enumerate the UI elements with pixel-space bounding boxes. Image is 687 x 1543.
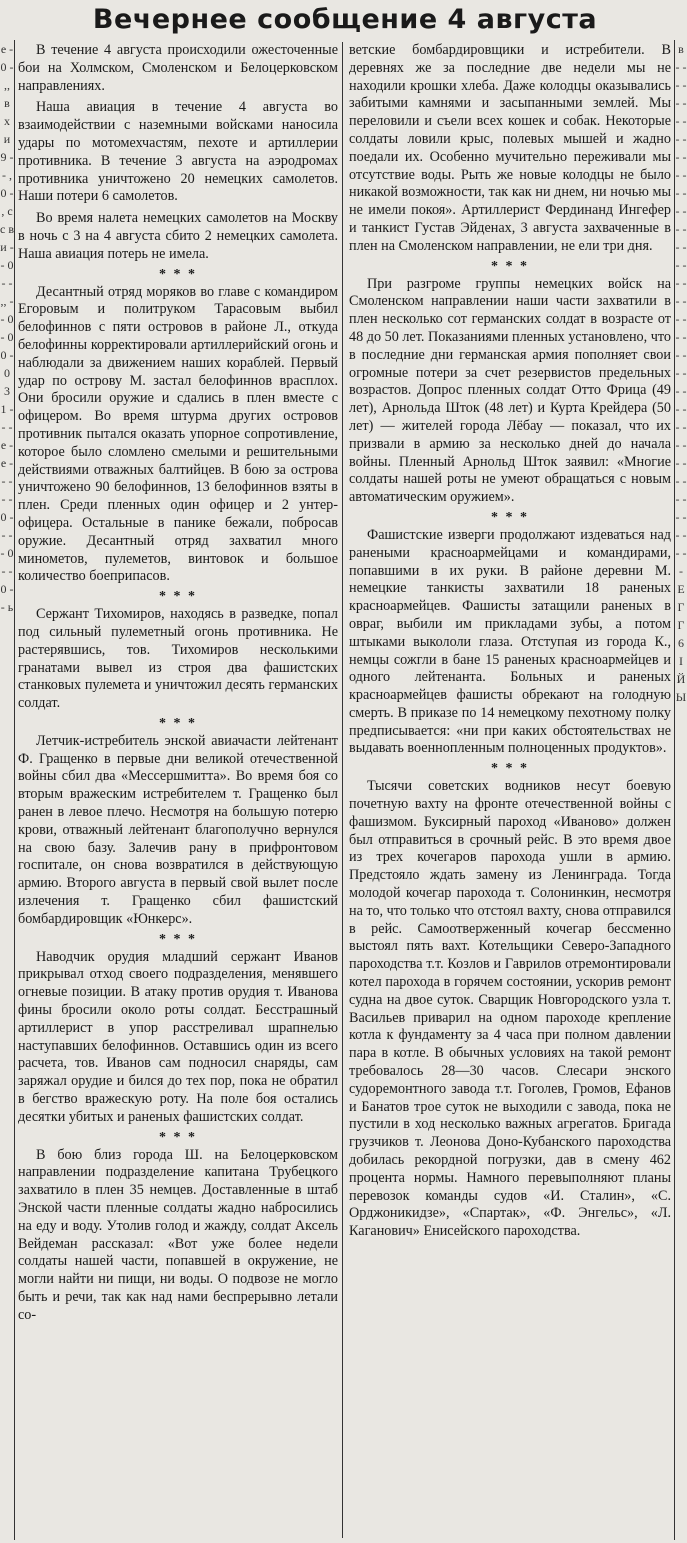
paragraph-naval-landing: Десантный отряд моряков во главе с командиром Егоровым и политруком Тарасовым выбил белофиннов с пяти островов в районе Л., откуда белофинны корректировали артиллерийский огонь и наблюдали за движением наших кораблей. Первый удар по острову М. застал белофиннов врасплох. Они бросили оружие и сдались в плен вместе с офицером. Во время штурма других островов противник пытался оказать упорное сопротивление, которое было сломлено смелыми и решительными действиями отважных балтийцев. В бою за острова уничтожено 90 белофиннов, 13 белофиннов взяты в плен. Среди пленных один офицер и 2 унтер-офицера. Остальные в панике бежали, побросав оружие. Десантный отряд захватил много минометов, пулеметов, винтовок и большое количество боеприпасов. — [18, 283, 338, 585]
section-separator: * * * — [491, 509, 529, 525]
left-column — [18, 42, 338, 1538]
paragraph-reservists: При разгроме группы немецких войск на Смоленском направлении наши части захватили в плен несколько сот германских солдат в возрасте от 48 до 50 лет. Показаниями пленных установлено, что в последние дни германская армия пополняет свои огромные потери за счет резервистов предельных возрастов. Допрос пленных солдат Отто Фрица (49 лет), Арнольда Шток (48 лет) и Курта Крейдера (50 лет) — жителей города Лёбау — показал, что их призвали в армию за несколько дней до начала войны. Пленный Арнольд Шток заявил: «Многие солдаты нашей роты не умеют обращаться с новым автоматическим оружием». — [349, 275, 671, 506]
paragraph-tikhomirov: Сержант Тихомиров, находясь в разведке, попал под сильный пулеметный огонь противника. Не растерявшись, тов. Тихомиров несколькими гранатами вывел из строя два фашистских станковых пулемета и уничтожил десять германских солдат. — [18, 606, 338, 712]
column-divider — [342, 42, 343, 1538]
paragraph-water-workers: Тысячи советских водников несут боевую почетную вахту на фронте отечественной войны с фашизмом. Буксирный пароход «Иваново» должен был отправиться в срочный рейс. В это время двое из трех кочегаров парохода ушли в армию. Предстояло ждать замену из Ленинграда. Тогда молодой кочегар парохода т. Солонинкин, несмотря на то, что только что отстоял вахту, снова отправился в рейс. Самоотверженный кочегар бессменно выстоял пять вахт. Котельщики Северо-Западного пароходства т.т. Козлов и Гаврилов отремонтировали котел парохода в горячем состоянии, ускорив ремонт судна на двое суток. Сварщик Новгородского узла т. Васильев приварил на одном пароходе крепление котла к фундаменту за 4 часа при полном давлении пара в котле. В обычных условиях на такой ремонт требовалось 28—30 часов. Слесари энского судоремонтного завода т.т. Гоголев, Громов, Ефанов и Банатов трое суток не выходили с завода, пока не пустили в ход несколько важных агрегатов. Бригада грузчиков т. Леонова Доно-Кубанского пароходства добилась рекордной погрузки, дав в смену 462 процента нормы. Намного перевыполняют планы перевозок команды судов «И. Сталин», «С. Орджоникидзе», «Спартак», «Ф. Энгельс», «Л. Каганович» Енисейского пароходства. — [349, 778, 671, 1240]
paragraph-grashchenko: Летчик-истребитель энской авиачасти лейтенант Ф. Гращенко в первые дни великой отечественной войны сбил два «Мессершмитта». Во время боя со вторым вражеским истребителем т. Гращенко был ранен в левое плечо. Несмотря на большую потерю крови, отважный лейтенант благополучно вернулся на свою базу. Залечив рану в прифронтовом госпитале, он снова возвратился в действующую армию. Второго августа в первый свой вылет после излечения т. Гращенко сбил фашистский бомбардировщик «Юнкерс». — [18, 732, 338, 927]
paragraph-prisoners-continued: ветские бомбардировщики и истребители. В деревнях же за последние две недели мы не находили крошки хлеба. Даже колодцы оказывались забитыми камнями и засыпанными землей. Мы переловили и съели всех кошек и собак. Некоторые солдаты ловили крыс, полевых мышей и жадно поедали их. Особенно мучительно переживали мы отсутствие воды. Рыть же новые колодцы не было никакой возможности, так как ни днем, ни ночью мы не имели покоя». Артиллерист Фердинанд Ингефер и танкист Густав Эйденах, 3 августа захваченные в плен на Смоленском направлении, не ели три дня. — [349, 42, 671, 254]
section-separator: * * * — [491, 761, 529, 777]
paragraph-moscow-raid: Во время налета немецких самолетов на Москву в ночь с 3 на 4 августа сбито 2 немецких самолета. Наша авиация потерь не имела. — [18, 210, 338, 262]
section-separator: * * * — [159, 715, 197, 731]
section-separator: * * * — [491, 258, 529, 274]
paragraph-prisoners-start: В бою близ города Ш. на Белоцерковском направлении подразделение капитана Трубецкого захватило в плен 35 немцев. Доставленные в штаб Энской части пленные солдаты жадно набросились на еду и воду. Утолив голод и жажду, солдат Аксель Вейдеман рассказал: «Вот уже более недели солдаты нашей части, попавшей в окружение, не могли найти ни пищи, ни воды. О подвозе не могло быть и речи, так как над нами беспрерывно летали со- — [18, 1146, 338, 1323]
paragraph-ivanov: Наводчик орудия младший сержант Иванов прикрывал отход своего подразделения, менявшего огневые позиции. В атаку против орудия т. Иванова фины бросили около роты солдат. Бесстрашный артиллерист в упор расстреливал шрапнелью наступавших белофиннов. Оставшись один из всего расчета, тов. Иванов сам подносил снаряды, сам заряжал орудие и бился до тех пор, пока не обратил в бегство вражескую роту. На поле боя остались десятки убитых и раненых фашистских солдат. — [18, 948, 338, 1125]
right-column — [349, 42, 671, 1538]
paragraph-aviation: Наша авиация в течение 4 августа во взаимодействии с наземными войсками наносила удары по мотомехчастям, пехоте и артиллерии противника. В течение 3 августа на аэродромах противника уничтожено 20 немецких самолетов. Наши потери 6 самолетов. — [18, 99, 338, 205]
section-separator: * * * — [159, 589, 197, 605]
paragraph-atrocities: Фашистские изверги продолжают издеваться над ранеными красноармейцами и командирами, попавшими в их руки. В районе деревни М. немецкие танкисты захватили 18 раненых красноармейцев. Фашисты затащили раненых в овраг, выбили им прикладами зубы, а потом штыками выкололи глаза. Отступая из города К., немцы сожгли в бане 15 раненых красноармейцев и одного лейтенанта. Больных и раненых красноармейцев фашисты обрекают на голодную смерть. В приказе по 14 немецкому пехотному полку предписывается: «ни при каких обстоятельствах не выдавать военнопленным полноценных продуктов». — [349, 526, 671, 757]
section-separator: * * * — [159, 266, 197, 282]
section-separator: * * * — [159, 931, 197, 947]
paragraph-summary: В течение 4 августа происходили ожесточенные бои на Холмском, Смоленском и Белоцерковском направлениях. — [18, 42, 338, 94]
right-margin-fragment: в - - - - - - - - - - - - - - - - - - - - - - - - - - - - - - - - - - - - - - - - - - - - - - - - - - - - - - - - - Е Г Г 6 І Й Ы — [674, 40, 687, 1540]
section-separator: * * * — [159, 1129, 197, 1145]
left-margin-fragment: е - 0 - ,, в х и 9 - - , 0 - , с с в и - - 0 - - ,, - - 0 - 0 0 - 0 3 1 - - - е - е - - - - - 0 - - - - 0 - - 0 - - ь — [0, 40, 15, 1540]
page-title: Вечернее сообщение 4 августа — [92, 4, 598, 35]
